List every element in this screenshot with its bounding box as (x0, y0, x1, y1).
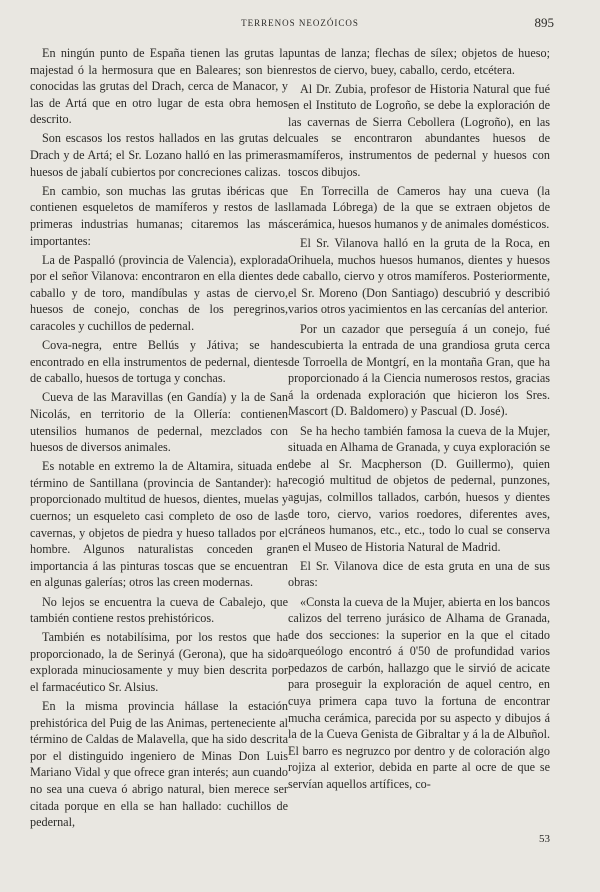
paragraph: En cambio, son muchas las grutas ibéricas que contienen esqueletos de mamíferos y restos de las primeras industrias humanas; citaremos las más importantes: (30, 183, 288, 248)
paragraph: El Sr. Vilanova halló en la gruta de la Roca, en Orihuela, muchos huesos humanos, dientes y huesos de caballo, ciervo y otros mamíferos. Posteriormente, el Sr. Moreno (Don Santiago) descubrió y describió varios otros yacimientos en las cercanías del anterior. (288, 236, 550, 317)
paragraph: En ningún punto de España tienen las grutas la majestad ó la hermosura que en Baleares; son bien conocidas las grutas del Drach, cerca de Manacor, y las de Artá que en otro lugar de esta obra hemos descrito. (30, 46, 288, 127)
paragraph: Es notable en extremo la de Altamira, situada en término de Santillana (provincia de Santander): ha proporcionado multitud de huesos, dientes, muelas y cuernos; un esqueleto casi completo de oso de las cavernas, y objetos de piedra y hueso tallados por el hombre. Algunos naturalistas conceden gran importancia á las pinturas toscas que se encuentran en algunas galerías; otros las creen modernas. (30, 459, 288, 590)
page-number: 895 (534, 15, 554, 30)
paragraph: El Sr. Vilanova dice de esta gruta en una de sus obras: (288, 558, 550, 590)
paragraph: Por un cazador que perseguía á un conejo, fué descubierta la entrada de una grandiosa gruta cerca de Torroella de Montgrí, en la montaña Gran, que ha proporcionado á la Ciencia numerosos restos, gracias á la ordenada exploración que hicieron los Sres. Mascort (D. Baldomero) y Pascual (D. José). (288, 321, 550, 419)
paragraph: La de Paspalló (provincia de Valencia), explorada por el señor Vilanova: encontraron en ella dientes de caballo y de toro, mandíbulas y astas de ciervo, huesos de conejo, conchas de los peregrinos, caracoles y cuchillos de pedernal. (30, 252, 288, 333)
paragraph: También es notabilísima, por los restos que ha proporcionado, la de Serinyá (Gerona), que ha sido explorada minuciosamente y muy bien descrita por el farmacéutico Sr. Alsius. (30, 630, 288, 694)
signature-mark: 53 (539, 833, 550, 845)
paragraph: Al Dr. Zubia, profesor de Historia Natural que fué en el Instituto de Logroño, se debe la exploración de las cavernas de Sierra Cebollera (Logroño), en las cuales se encontraron abundantes huesos de mamíferos, instrumentos de pedernal y huesos con toscos dibujos. (288, 81, 550, 179)
paragraph: Son escasos los restos hallados en las grutas del Drach y de Artá; el Sr. Lozano halló en las primeras huesos de jabalí cubiertos por concreciones calizas. (30, 131, 288, 179)
paragraph: Cueva de las Maravillas (en Gandía) y la de San Nicolás, en territorio de la Ollería: contienen utensilios humanos de pedernal, mezclados con huesos de diversos animales. (30, 390, 288, 455)
left-text-column (30, 45, 288, 833)
paragraph: Cova-negra, entre Bellús y Játiva; se han encontrado en ella instrumentos de pedernal, dientes de caballo, huesos de tortuga y conchas. (30, 338, 288, 386)
paragraph: puntas de lanza; flechas de sílex; objetos de hueso; restos de ciervo, buey, caballo, cerdo, etcétera. (288, 46, 550, 77)
paragraph: Se ha hecho también famosa la cueva de la Mujer, situada en Alhama de Granada, y cuya exploración se debe al Sr. Macpherson (D. Guillermo), quien recogió multitud de objetos de pedernal, punzones, agujas, colmillos tallados, carbón, huesos y dientes de toro, ciervo, varios roedores, diferentes aves, cráneos humanos, etc., etc., todo lo cual se conserva en el Museo de Historia Natural de Madrid. (288, 423, 550, 554)
paragraph: En la misma provincia hállase la estación prehistórica del Puig de las Animas, perteneciente al término de Caldas de Malavella, que ha sido descrita por el distinguido ingeniero de Minas Don Luis Mariano Vidal y que ofrece gran interés; aun cuando no sea una cueva ó abrigo natural, bien merece ser citada porque en ella se han hallado: cuchillos de pedernal, (30, 699, 288, 830)
running-title: TERRENOS NEOZÓICOS (241, 18, 359, 28)
quote-paragraph: «Consta la cueva de la Mujer, abierta en los bancos calizos del terreno jurásico de Alhama de Granada, de dos secciones: la superior en la que el citado arqueólogo encontró á 0'50 de profundidad varios pedazos de carbón, hallazgo que le sirvió de acicate para proseguir la exploración de aquel centro, en cuya primera capa tuvo la fortuna de encontrar mucha cerámica, parecida por su aspecto y dibujos á la de la Cueva Genista de Gibraltar y á la de Albuñol. El barro es negruzco por dentro y de coloración algo rojiza al exterior, debida en parte al ocre de que se servían aquellos artífices, co- (288, 594, 550, 792)
right-text-column (288, 45, 550, 795)
paragraph: En Torrecilla de Cameros hay una cueva (la llamada Lóbrega) de la que se extraen objetos de cerámica, huesos humanos y de animales domésticos. (288, 183, 550, 231)
paragraph: No lejos se encuentra la cueva de Cabalejo, que también contiene restos prehistóricos. (30, 594, 288, 626)
